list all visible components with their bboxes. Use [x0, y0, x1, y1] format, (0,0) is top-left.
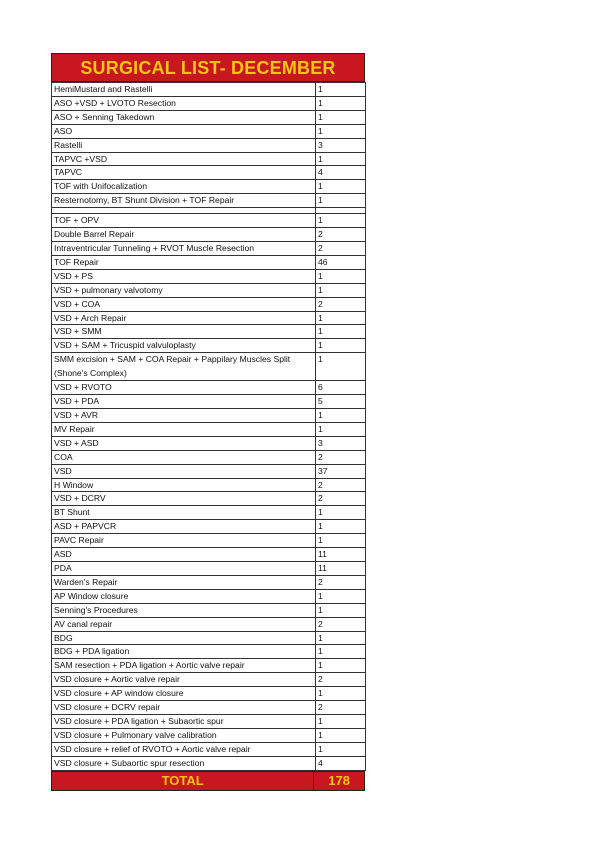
procedure-cell: Senning's Procedures — [52, 603, 316, 617]
procedure-cell: VSD closure + relief of RVOTO + Aortic valve repair — [52, 742, 316, 756]
table-row — [52, 631, 366, 645]
procedure-cell: VSD + pulmonary valvotomy — [52, 283, 316, 297]
count-cell: 1 — [316, 124, 366, 138]
table-row — [52, 617, 366, 631]
table-row — [52, 603, 366, 617]
count-cell: 2 — [316, 241, 366, 255]
table-row — [52, 297, 366, 311]
count-cell: 1 — [316, 283, 366, 297]
table-row — [52, 166, 366, 180]
procedure-cell: PDA — [52, 562, 316, 576]
procedure-cell: BT Shunt — [52, 506, 316, 520]
count-cell: 5 — [316, 395, 366, 409]
procedure-cell: BDG — [52, 631, 316, 645]
table-row — [52, 589, 366, 603]
procedure-cell: VSD — [52, 464, 316, 478]
table-row — [52, 255, 366, 269]
table-row — [52, 575, 366, 589]
count-cell: 1 — [316, 311, 366, 325]
table-row — [52, 180, 366, 194]
count-cell: 6 — [316, 381, 366, 395]
sheet-title: SURGICAL LIST- DECEMBER — [51, 53, 365, 82]
procedure-cell: TAPVC +VSD — [52, 152, 316, 166]
table-row — [52, 673, 366, 687]
table-row — [52, 269, 366, 283]
procedure-cell: TAPVC — [52, 166, 316, 180]
procedure-cell: ASO — [52, 124, 316, 138]
procedure-cell: VSD closure + Pulmonary valve calibration — [52, 728, 316, 742]
count-cell: 2 — [316, 575, 366, 589]
procedure-rows — [52, 83, 366, 771]
count-cell: 2 — [316, 492, 366, 506]
procedure-cell: TOF Repair — [52, 255, 316, 269]
count-cell: 2 — [316, 673, 366, 687]
count-cell: 4 — [316, 756, 366, 770]
count-cell: 1 — [316, 506, 366, 520]
total-label: TOTAL — [52, 772, 314, 790]
procedure-cell: Resternotomy, BT Shunt Division + TOF Repair — [52, 194, 316, 208]
table-row — [52, 659, 366, 673]
table-row — [52, 436, 366, 450]
count-cell: 1 — [316, 83, 366, 97]
count-cell: 2 — [316, 701, 366, 715]
count-cell: 3 — [316, 138, 366, 152]
table-row — [52, 562, 366, 576]
procedure-cell: MV Repair — [52, 422, 316, 436]
count-cell: 1 — [316, 659, 366, 673]
count-cell: 46 — [316, 255, 366, 269]
procedure-cell: COA — [52, 450, 316, 464]
count-cell: 11 — [316, 562, 366, 576]
count-cell: 1 — [316, 353, 366, 381]
procedure-cell: VSD closure + Subaortic spur resection — [52, 756, 316, 770]
count-cell: 1 — [316, 534, 366, 548]
surgical-list-sheet — [51, 53, 365, 791]
count-cell: 1 — [316, 603, 366, 617]
procedure-cell: VSD closure + PDA ligation + Subaortic spur — [52, 714, 316, 728]
table-row — [52, 742, 366, 756]
procedure-cell: VSD closure + DCRV repair — [52, 701, 316, 715]
count-cell: 1 — [316, 422, 366, 436]
table-row — [52, 241, 366, 255]
table-row — [52, 701, 366, 715]
procedure-cell: VSD + DCRV — [52, 492, 316, 506]
count-cell: 1 — [316, 180, 366, 194]
count-cell: 2 — [316, 228, 366, 242]
count-cell: 37 — [316, 464, 366, 478]
count-cell: 1 — [316, 589, 366, 603]
count-cell: 1 — [316, 194, 366, 208]
procedure-cell: TOF with Unifocalization — [52, 180, 316, 194]
table-row — [52, 422, 366, 436]
count-cell: 1 — [316, 742, 366, 756]
table-row — [52, 96, 366, 110]
count-cell: 4 — [316, 166, 366, 180]
count-cell: 1 — [316, 325, 366, 339]
procedure-cell: VSD + Arch Repair — [52, 311, 316, 325]
procedure-cell: TOF + OPV — [52, 214, 316, 228]
table-row — [52, 534, 366, 548]
count-cell: 1 — [316, 96, 366, 110]
procedure-cell: HemiMustard and Rastelli — [52, 83, 316, 97]
count-cell: 1 — [316, 687, 366, 701]
total-value: 178 — [328, 772, 350, 788]
table-row — [52, 283, 366, 297]
count-cell: 1 — [316, 520, 366, 534]
count-cell: 11 — [316, 548, 366, 562]
count-cell: 2 — [316, 450, 366, 464]
procedure-cell: VSD + RVOTO — [52, 381, 316, 395]
count-cell: 1 — [316, 728, 366, 742]
count-cell: 2 — [316, 478, 366, 492]
procedure-cell: VSD + SAM + Tricuspid valvuloplasty — [52, 339, 316, 353]
procedure-cell: ASO +VSD + LVOTO Resection — [52, 96, 316, 110]
procedure-cell: VSD closure + Aortic valve repair — [52, 673, 316, 687]
count-cell: 2 — [316, 617, 366, 631]
procedure-cell: BDG + PDA ligation — [52, 645, 316, 659]
procedure-cell: VSD + PS — [52, 269, 316, 283]
procedure-cell: H Window — [52, 478, 316, 492]
procedure-cell: VSD + COA — [52, 297, 316, 311]
table-row — [52, 110, 366, 124]
count-cell: 1 — [316, 714, 366, 728]
procedure-cell: VSD + AVR — [52, 409, 316, 423]
count-cell: 2 — [316, 297, 366, 311]
count-cell: 3 — [316, 436, 366, 450]
table-row — [52, 478, 366, 492]
table-row — [52, 214, 366, 228]
table-row — [52, 714, 366, 728]
table-row — [52, 228, 366, 242]
procedure-cell: Warden's Repair — [52, 575, 316, 589]
table-row — [52, 83, 366, 97]
count-cell: 1 — [316, 645, 366, 659]
count-cell: 1 — [316, 409, 366, 423]
table-row — [52, 728, 366, 742]
procedure-cell: VSD + PDA — [52, 395, 316, 409]
table-row — [52, 409, 366, 423]
count-cell: 1 — [316, 152, 366, 166]
procedure-table — [51, 82, 366, 771]
table-row — [52, 194, 366, 208]
table-row — [52, 311, 366, 325]
procedure-cell: Intraventricular Tunneling + RVOT Muscle Resection — [52, 241, 316, 255]
table-row — [52, 381, 366, 395]
table-row — [52, 124, 366, 138]
table-row — [52, 353, 366, 381]
table-row — [52, 325, 366, 339]
procedure-cell: PAVC Repair — [52, 534, 316, 548]
table-row — [52, 520, 366, 534]
table-row — [52, 756, 366, 770]
table-row — [52, 138, 366, 152]
table-row — [52, 548, 366, 562]
table-row — [52, 506, 366, 520]
table-row — [52, 450, 366, 464]
table-row — [52, 464, 366, 478]
procedure-cell: SAM resection + PDA ligation + Aortic valve repair — [52, 659, 316, 673]
procedure-cell: VSD closure + AP window closure — [52, 687, 316, 701]
count-cell: 1 — [316, 631, 366, 645]
table-row — [52, 395, 366, 409]
procedure-cell: VSD + SMM — [52, 325, 316, 339]
count-cell: 1 — [316, 339, 366, 353]
table-row — [52, 152, 366, 166]
count-cell: 1 — [316, 269, 366, 283]
count-cell: 1 — [316, 214, 366, 228]
procedure-cell: SMM excision + SAM + COA Repair + Pappilary Muscles Split (Shone's Complex) — [52, 353, 316, 381]
total-row — [51, 771, 365, 791]
procedure-cell: ASO + Senning Takedown — [52, 110, 316, 124]
procedure-cell: AP Window closure — [52, 589, 316, 603]
table-row — [52, 339, 366, 353]
table-row — [52, 645, 366, 659]
table-row — [52, 687, 366, 701]
procedure-cell: VSD + ASD — [52, 436, 316, 450]
procedure-cell: Rastelli — [52, 138, 316, 152]
table-row — [52, 492, 366, 506]
procedure-cell: Double Barrel Repair — [52, 228, 316, 242]
procedure-cell: ASD + PAPVCR — [52, 520, 316, 534]
procedure-cell: ASD — [52, 548, 316, 562]
count-cell: 1 — [316, 110, 366, 124]
procedure-cell: AV canal repair — [52, 617, 316, 631]
